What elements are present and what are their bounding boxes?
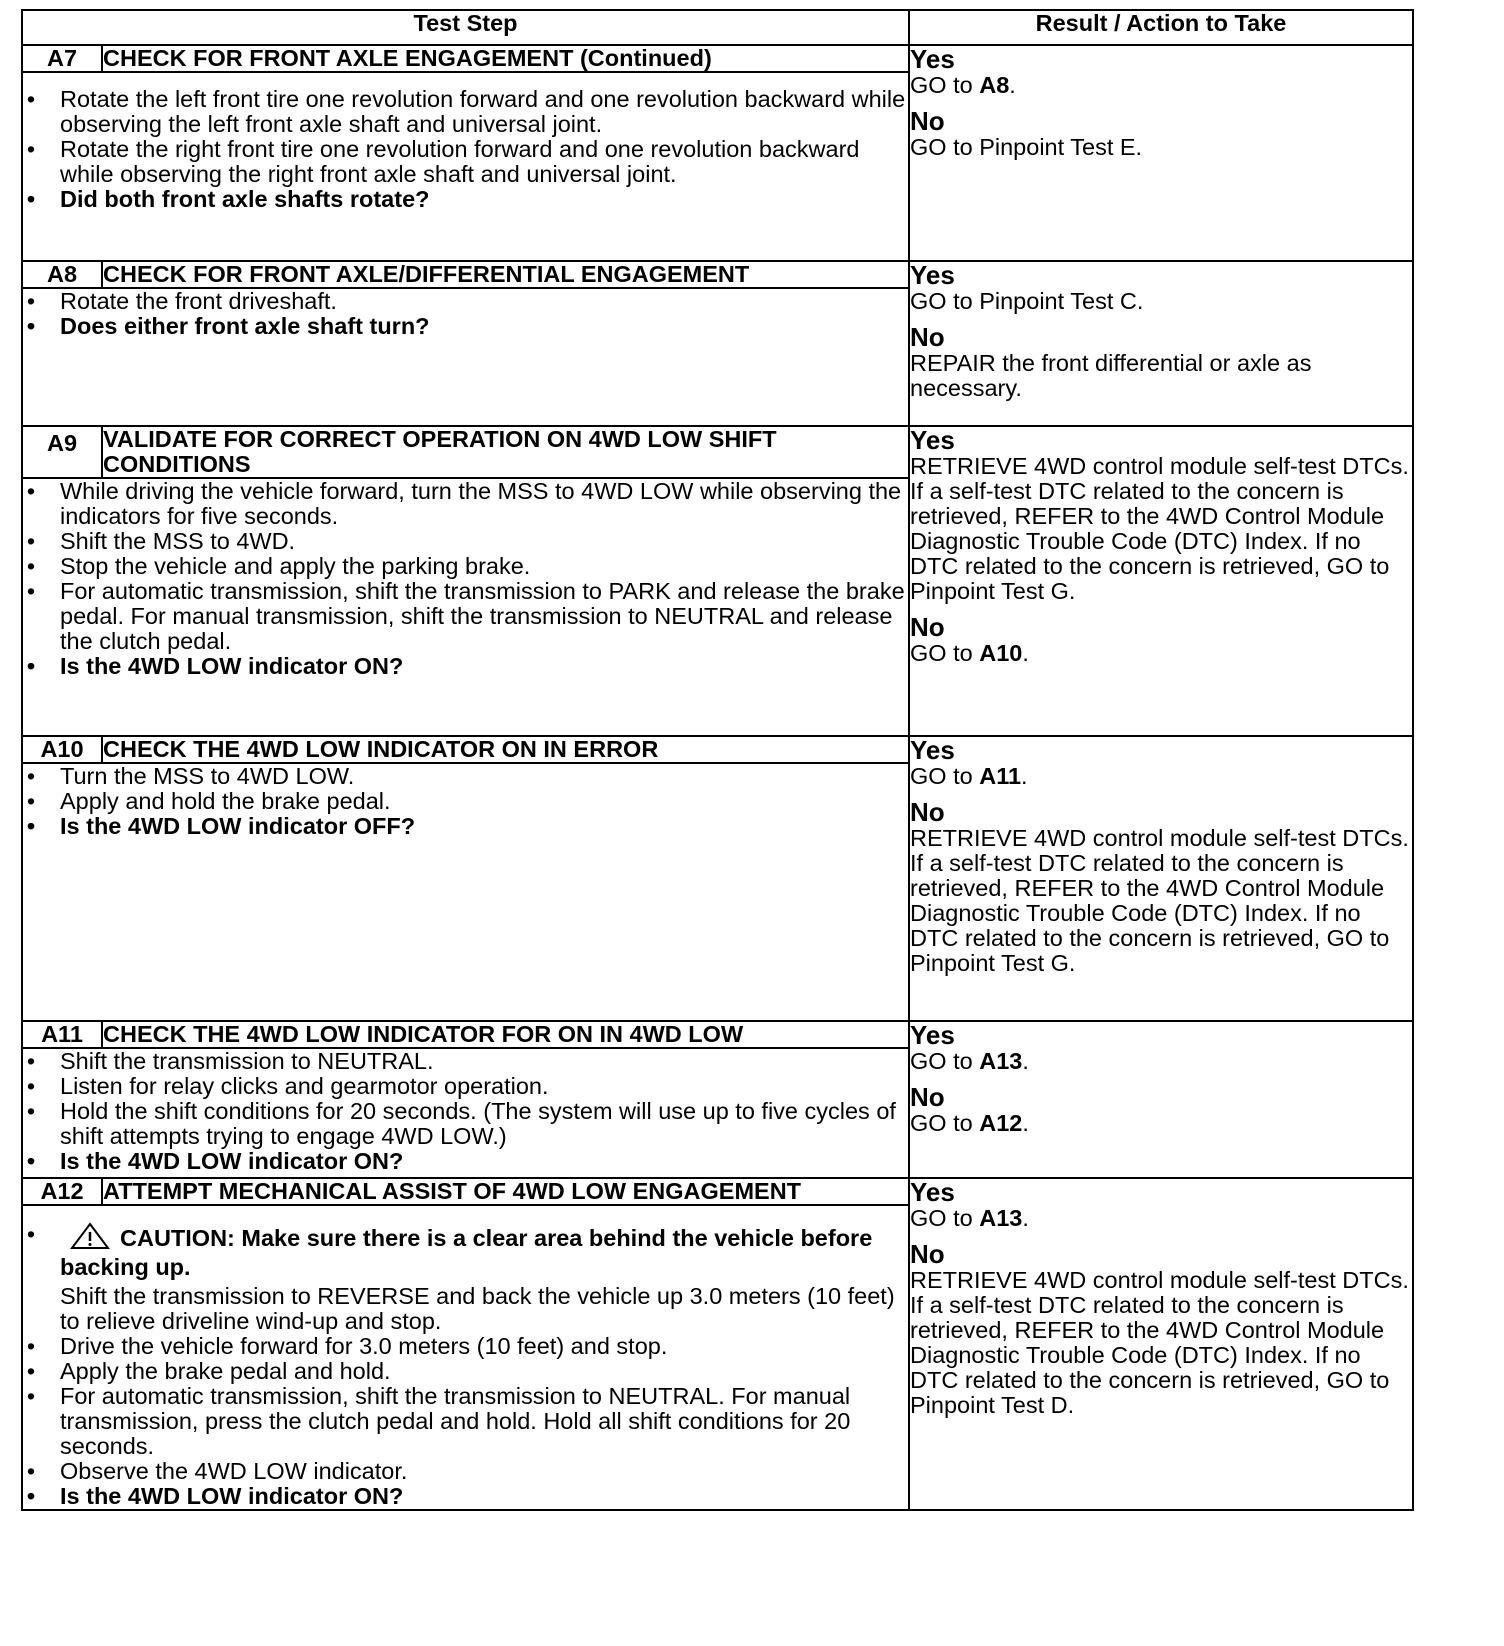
caution-text: CAUTION: Make sure there is a clear area behind the vehicle before backing up. [60,1225,873,1280]
step-body [22,288,909,426]
yes-action: GO to Pinpoint Test C. [910,288,1144,314]
step-body [22,72,909,261]
step-title-row [22,261,1413,288]
list-item: • For automatic transmission, shift the transmission to NEUTRAL. For manual transmission, press the clutch pedal and hold. Hold all shift conditions for 20 seconds. [26,1383,851,1459]
result-cell [909,736,1413,1021]
list-item: • Rotate the left front tire one revolution forward and one revolution backward while observing the left front axle shaft and universal joint. [26,86,906,137]
list-item: • Shift the transmission to NEUTRAL. [26,1048,434,1074]
no-label: No [910,797,945,827]
list-item: • Rotate the right front tire one revolution forward and one revolution backward while observing the right front axle shaft and universal joint. [26,136,860,187]
no-label: No [910,612,945,642]
step-title: CHECK FOR FRONT AXLE ENGAGEMENT (Continued) [102,45,909,72]
step-list [23,1049,908,1174]
result-cell [909,1021,1413,1178]
no-label: No [910,106,945,136]
step-list [23,289,908,339]
step-list [23,87,908,212]
list-item: • Apply and hold the brake pedal. [26,788,391,814]
no-label: No [910,1239,945,1269]
no-label: No [910,322,945,352]
step-body [22,763,909,1021]
list-item: • Listen for relay clicks and gearmotor operation. [26,1073,549,1099]
step-code: A7 [22,45,102,72]
step-title-row [22,1021,1413,1048]
result-cell [909,1178,1413,1510]
list-item: • For automatic transmission, shift the transmission to PARK and release the brake pedal. For manual transmission, shift the transmission to NEUTRAL and release the clutch pedal. [26,578,905,654]
list-item: • Observe the 4WD LOW indicator. [26,1458,408,1484]
step-code: A12 [22,1178,102,1205]
warning-triangle-icon [70,1222,110,1255]
step-question: • Is the 4WD LOW indicator ON? [26,653,404,679]
yes-label: Yes [910,1177,955,1207]
yes-label: Yes [910,735,955,765]
no-action: RETRIEVE 4WD control module self-test DTCs. If a self-test DTC related to the concern is retrieved, REFER to the 4WD Control Module Diagnostic Trouble Code (DTC) Index. If no DTC related to the concern is retrieved, GO to Pinpoint Test D. [910,1267,1409,1418]
caution-follow-text: Shift the transmission to REVERSE and back the vehicle up 3.0 meters (10 feet) to relieve driveline wind-up and stop. [60,1283,895,1334]
step-question: • Is the 4WD LOW indicator ON? [26,1483,404,1509]
step-title-row [22,1178,1413,1205]
no-action: GO to A12. [910,1110,1029,1136]
yes-action: GO to A13. [910,1205,1029,1231]
step-body [22,478,909,736]
list-item: • Rotate the front driveshaft. [26,288,337,314]
no-label: No [910,1082,945,1112]
result-cell [909,45,1413,261]
yes-label: Yes [910,44,955,74]
list-item: • Stop the vehicle and apply the parking brake. [26,553,531,579]
no-action: RETRIEVE 4WD control module self-test DTCs. If a self-test DTC related to the concern is retrieved, REFER to the 4WD Control Module Diagnostic Trouble Code (DTC) Index. If no DTC related to the concern is retrieved, GO to Pinpoint Test G. [910,825,1409,976]
step-question: • Is the 4WD LOW indicator OFF? [26,813,416,839]
list-item: • Shift the MSS to 4WD. [26,528,296,554]
table-header-row [22,10,1413,45]
step-code: A11 [22,1021,102,1048]
step-title-row [22,736,1413,763]
step-body [22,1048,909,1178]
list-item: • Turn the MSS to 4WD LOW. [26,763,355,789]
no-action: REPAIR the front differential or axle as necessary. [910,350,1312,401]
result-cell [909,426,1413,736]
step-list [23,479,908,679]
step-code: A9 [22,426,102,478]
test-step-header: Test Step [22,10,909,45]
list-item: • Hold the shift conditions for 20 seconds. (The system will use up to five cycles of shift attempts trying to engage 4WD LOW.) [26,1098,896,1149]
step-list [23,764,908,839]
no-action: GO to A10. [910,640,1029,666]
caution-item: • CAUTION: Make sure there is a clear area behind the vehicle before backing up. Shift the transmission to REVERSE and back the vehicle up 3.0 meters (10 feet) to relieve driveline wind-up and stop. [23,1222,908,1334]
result-header: Result / Action to Take [909,10,1413,45]
step-title-row [22,426,1413,478]
step-list [23,1222,908,1509]
yes-action: GO to A13. [910,1048,1029,1074]
list-item: • Drive the vehicle forward for 3.0 meters (10 feet) and stop. [26,1333,668,1359]
list-item: • While driving the vehicle forward, turn the MSS to 4WD LOW while observing the indicators for five seconds. [26,478,902,529]
step-title-row [22,45,1413,72]
step-question: • Did both front axle shafts rotate? [26,186,430,212]
yes-action: GO to A8. [910,72,1016,98]
step-title: CHECK FOR FRONT AXLE/DIFFERENTIAL ENGAGEMENT [102,261,909,288]
yes-action: RETRIEVE 4WD control module self-test DTCs. If a self-test DTC related to the concern is retrieved, REFER to the 4WD Control Module Diagnostic Trouble Code (DTC) Index. If no DTC related to the concern is retrieved, GO to Pinpoint Test G. [910,453,1409,604]
yes-label: Yes [910,260,955,290]
diagnostic-table [21,9,1414,1511]
step-title: VALIDATE FOR CORRECT OPERATION ON 4WD LOW SHIFT CONDITIONS [102,426,909,478]
step-body [22,1205,909,1510]
step-title: CHECK THE 4WD LOW INDICATOR FOR ON IN 4WD LOW [102,1021,909,1048]
step-code: A8 [22,261,102,288]
yes-label: Yes [910,1020,955,1050]
yes-label: Yes [910,425,955,455]
list-item: • Apply the brake pedal and hold. [26,1358,391,1384]
step-question: • Is the 4WD LOW indicator ON? [26,1148,404,1174]
step-title: CHECK THE 4WD LOW INDICATOR ON IN ERROR [102,736,909,763]
yes-action: GO to A11. [910,763,1028,789]
step-question: • Does either front axle shaft turn? [26,313,430,339]
step-title: ATTEMPT MECHANICAL ASSIST OF 4WD LOW ENGAGEMENT [102,1178,909,1205]
no-action: GO to Pinpoint Test E. [910,134,1143,160]
step-code: A10 [22,736,102,763]
result-cell [909,261,1413,426]
